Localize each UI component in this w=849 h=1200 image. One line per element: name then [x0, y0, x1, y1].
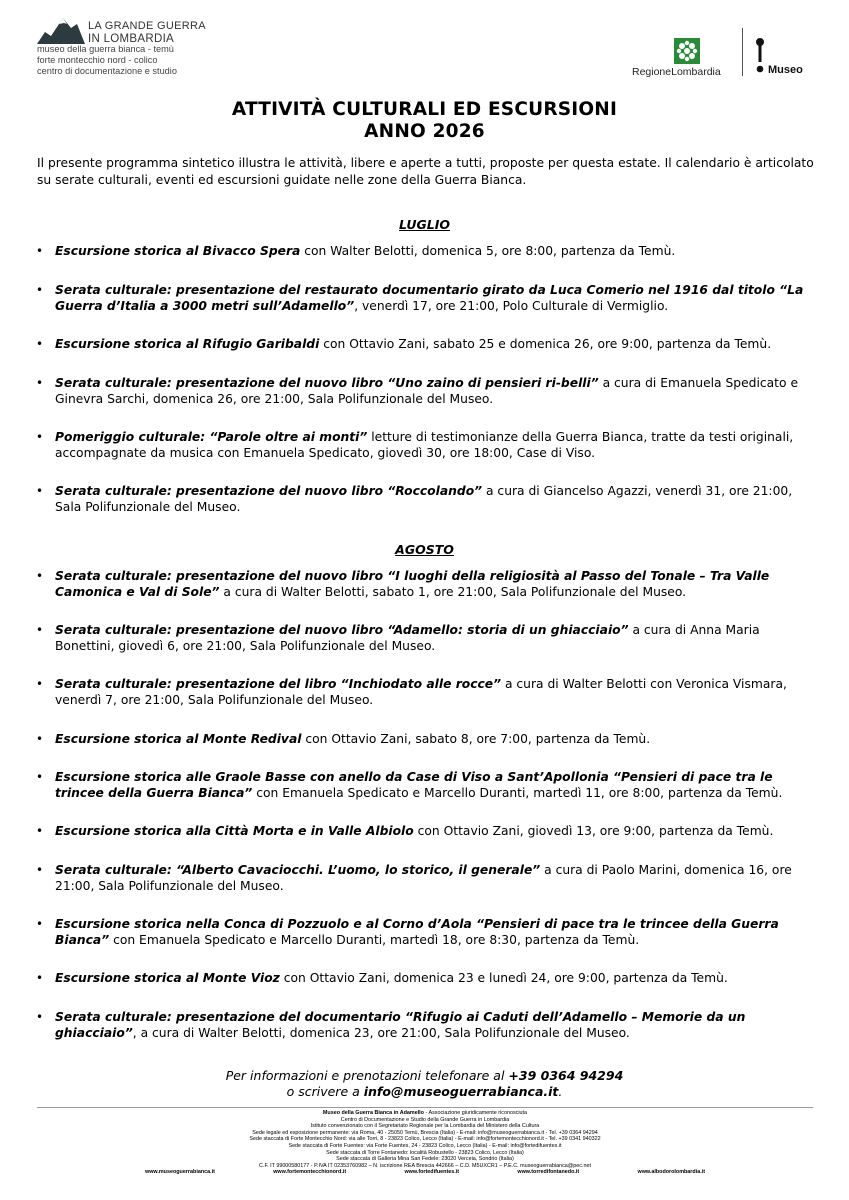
contact-email-link[interactable]: info@museoguerrabianca.it — [363, 1084, 559, 1099]
event-item — [55, 769, 815, 801]
footer-line: Sede staccata di Forte Fuentes: via Forte Fuentes, 24 - 23823 Colico, Lecco (Italia) - E-mail: info@fortedifuentes.it — [288, 1142, 562, 1149]
event-title: Pomeriggio culturale: “Parole oltre ai monti” — [55, 430, 368, 444]
website-link[interactable]: www.museoguerrabianca.it — [145, 1169, 215, 1176]
event-item — [55, 916, 815, 948]
museo-label: Museo — [768, 64, 803, 76]
event-details: con Ottavio Zani, sabato 25 e domenica 26, ore 9:00, partenza da Temù. — [319, 337, 772, 351]
event-item — [55, 375, 815, 407]
footer-line: Sede staccata di Forte Montecchio Nord: via alle Torri, 8 - 23823 Colico, Lecco (Italia) - E-mail: info@fortemontecchionord.it - Tel. +39 0341 940322 — [249, 1136, 601, 1143]
event-details: con Emanuela Spedicato e Marcello Duranti, martedì 11, ore 8:00, partenza da Temù. — [252, 786, 783, 800]
footer-line: Centro di Documentazione e Studio della Grande Guerra in Lombardia — [340, 1116, 510, 1123]
page-subtitle: ANNO 2026 — [364, 121, 485, 142]
event-title: Serata culturale: “Alberto Cavaciocchi. L’uomo, lo storico, il generale” — [55, 863, 541, 877]
footer-org-desc: - Associazione giuridicamente riconosciuta — [423, 1110, 528, 1116]
partner-logos — [630, 28, 815, 80]
event-details: con Walter Belotti, domenica 5, ore 8:00, partenza da Temù. — [300, 244, 676, 258]
event-details: a cura di Paolo Marini, domenica 16, ore 21:00, Sala Polifunzionale del Museo. — [55, 863, 792, 893]
contact-phone-line — [0, 1068, 849, 1084]
footer-line — [37, 1110, 813, 1117]
event-title: Escursione storica alle Graole Basse con anello da Case di Viso a Sant’Apollonia “Pensieri di pace tra le trincee della Guerra Bianca” — [55, 770, 773, 800]
grande-guerra-logo — [37, 14, 237, 84]
event-title: Serata culturale: presentazione del nuovo libro “Adamello: storia di un ghiacciaio” — [55, 623, 629, 637]
event-item — [55, 970, 815, 986]
event-item — [55, 483, 815, 515]
event-details: letture di testimonianze della Guerra Bianca, tratte da testi originali, accompagnate da musica con Emanuela Spedicato, giovedì 30, ore 18:00, Case di Viso. — [55, 430, 794, 460]
event-item — [55, 568, 815, 600]
event-item — [55, 622, 815, 654]
contact-phone[interactable]: +39 0364 94294 — [508, 1068, 624, 1083]
event-details: a cura di Giancelso Agazzi, venerdì 31, ore 21:00, Sala Polifunzionale del Museo. — [55, 484, 793, 514]
event-item — [55, 429, 815, 461]
intro-paragraph: Il presente programma sintetico illustra le attività, libere e aperte a tutti, proposte per questa estate. Il calendario è articolato su serate culturali, eventi ed escursioni guidate nelle zone della Guerra Bianca. — [37, 156, 814, 187]
event-details: a cura di Walter Belotti, sabato 1, ore 21:00, Sala Polifunzionale del Museo. — [219, 585, 687, 599]
event-title: Serata culturale: presentazione del nuovo libro “Roccolando” — [55, 484, 483, 498]
museo-keyhole-icon — [755, 36, 765, 76]
event-title: Serata culturale: presentazione del documentario “Rifugio ai Caduti dell’Adamello – Memorie da un ghiacciaio” — [55, 1010, 746, 1040]
contact-email-line — [0, 1084, 849, 1100]
event-details: con Ottavio Zani, giovedì 13, ore 9:00, partenza da Temù. — [413, 824, 774, 838]
event-details: a cura di Anna Maria Bonettini, giovedì 6, ore 21:00, Sala Polifunzionale del Museo. — [55, 623, 760, 653]
event-title: Escursione storica al Monte Redival — [55, 732, 302, 746]
event-details: con Emanuela Spedicato e Marcello Duranti, martedì 18, ore 8:30, partenza da Temù. — [109, 933, 640, 947]
footer-line: Sede staccata di Torre Fontanedo: località Robustello - 23823 Colico, Lecco (Italia) — [326, 1149, 524, 1156]
contact-text: o scrivere a — [286, 1084, 364, 1099]
footer-line: Istituto convenzionato con il Segretariato Regionale per la Lombardia del Ministero della Cultura — [310, 1123, 540, 1130]
month-heading-luglio: LUGLIO — [399, 217, 450, 232]
logo-sub-3: centro di documentazione e studio — [37, 66, 177, 76]
logo-sub-1: museo della guerra bianca - temù — [37, 44, 174, 54]
website-link[interactable]: www.torredifontanedo.it — [517, 1169, 580, 1176]
mountain-logo-icon — [37, 14, 85, 44]
month-heading-agosto: AGOSTO — [395, 542, 454, 557]
event-title: Escursione storica al Rifugio Garibaldi — [55, 337, 320, 351]
event-details: , a cura di Walter Belotti, domenica 23, ore 21:00, Sala Polifunzionale del Museo. — [132, 1026, 630, 1040]
logo-divider — [742, 28, 743, 76]
regione-lombardia-rose-icon — [674, 38, 700, 64]
contact-end: . — [558, 1084, 563, 1099]
event-item — [55, 862, 815, 894]
footer — [37, 1110, 813, 1176]
event-title: Serata culturale: presentazione del nuovo libro “Uno zaino di pensieri ri-belli” — [55, 376, 599, 390]
footer-divider — [37, 1107, 813, 1108]
website-link[interactable]: www.fortedifuentes.it — [404, 1169, 460, 1176]
contact-text: Per informazioni e prenotazioni telefonare al — [225, 1068, 509, 1083]
event-details: a cura di Walter Belotti con Veronica Vismara, venerdì 7, ore 21:00, Sala Polifunzionale del Museo. — [55, 677, 787, 707]
event-details: con Ottavio Zani, domenica 23 e lunedì 24, ore 9:00, partenza da Temù. — [279, 971, 728, 985]
footer-line: Sede staccata di Galleria Mina San Fedele: 23020 Verceia, Sondrio (Italia) — [336, 1156, 514, 1163]
footer-websites — [37, 1169, 813, 1176]
logo-line-1: LA GRANDE GUERRA — [88, 20, 206, 32]
regione-lombardia-label: RegioneLombardia — [632, 66, 721, 78]
event-item — [55, 243, 815, 259]
event-details: a cura di Emanuela Spedicato e Ginevra Sarchi, domenica 26, ore 21:00, Sala Polifunzionale del Museo. — [55, 376, 799, 406]
footer-org-name: Museo della Guerra Bianca in Adamello — [322, 1110, 424, 1116]
event-title: Escursione storica al Bivacco Spera — [55, 244, 301, 258]
event-title: Escursione storica alla Città Morta e in Valle Albiolo — [55, 824, 414, 838]
event-details: , venerdì 17, ore 21:00, Polo Culturale di Vermiglio. — [354, 299, 669, 313]
event-title: Serata culturale: presentazione del restaurato documentario girato da Luca Comerio nel 1916 dal titolo “La Guerra d’Italia a 3000 metri sull’Adamello” — [55, 283, 804, 313]
event-item — [55, 282, 815, 314]
footer-line: Sede legale ed esposizione permanente: via Roma, 40 - 25050 Temù, Brescia (Italia) - E-mail: info@museoguerrabianca.it - Tel. +39 0364 94294 — [252, 1129, 598, 1136]
event-title: Serata culturale: presentazione del nuovo libro “I luoghi della religiosità al Passo del Tonale – Tra Valle Camonica e Val di Sole” — [55, 569, 770, 599]
website-link[interactable]: www.fortemontecchionord.it — [273, 1169, 347, 1176]
event-item — [55, 731, 815, 747]
page-title: ATTIVITÀ CULTURALI ED ESCURSIONI — [231, 99, 618, 120]
event-item — [55, 1009, 815, 1041]
logo-sub-2: forte montecchio nord - colico — [37, 55, 158, 65]
event-title: Escursione storica al Monte Vioz — [55, 971, 280, 985]
event-title: Escursione storica nella Conca di Pozzuolo e al Corno d’Aola “Pensieri di pace tra le trincee della Guerra Bianca” — [55, 917, 779, 947]
footer-line: C.F. IT 99000580177 - P.IVA IT 02353760982 – N. iscrizione REA Brescia 442666 – C.D. M5UXCR1 – P.E.C. museoguerrabianca@pec.net — [259, 1162, 591, 1169]
event-item — [55, 336, 815, 352]
website-link[interactable]: www.albodorolombardia.it — [637, 1169, 705, 1176]
event-item — [55, 823, 815, 839]
event-details: con Ottavio Zani, sabato 8, ore 7:00, partenza da Temù. — [301, 732, 651, 746]
event-item — [55, 676, 815, 708]
event-title: Serata culturale: presentazione del libro “Inchiodato alle rocce” — [55, 677, 502, 691]
logo-line-2: IN LOMBARDIA — [88, 33, 175, 45]
